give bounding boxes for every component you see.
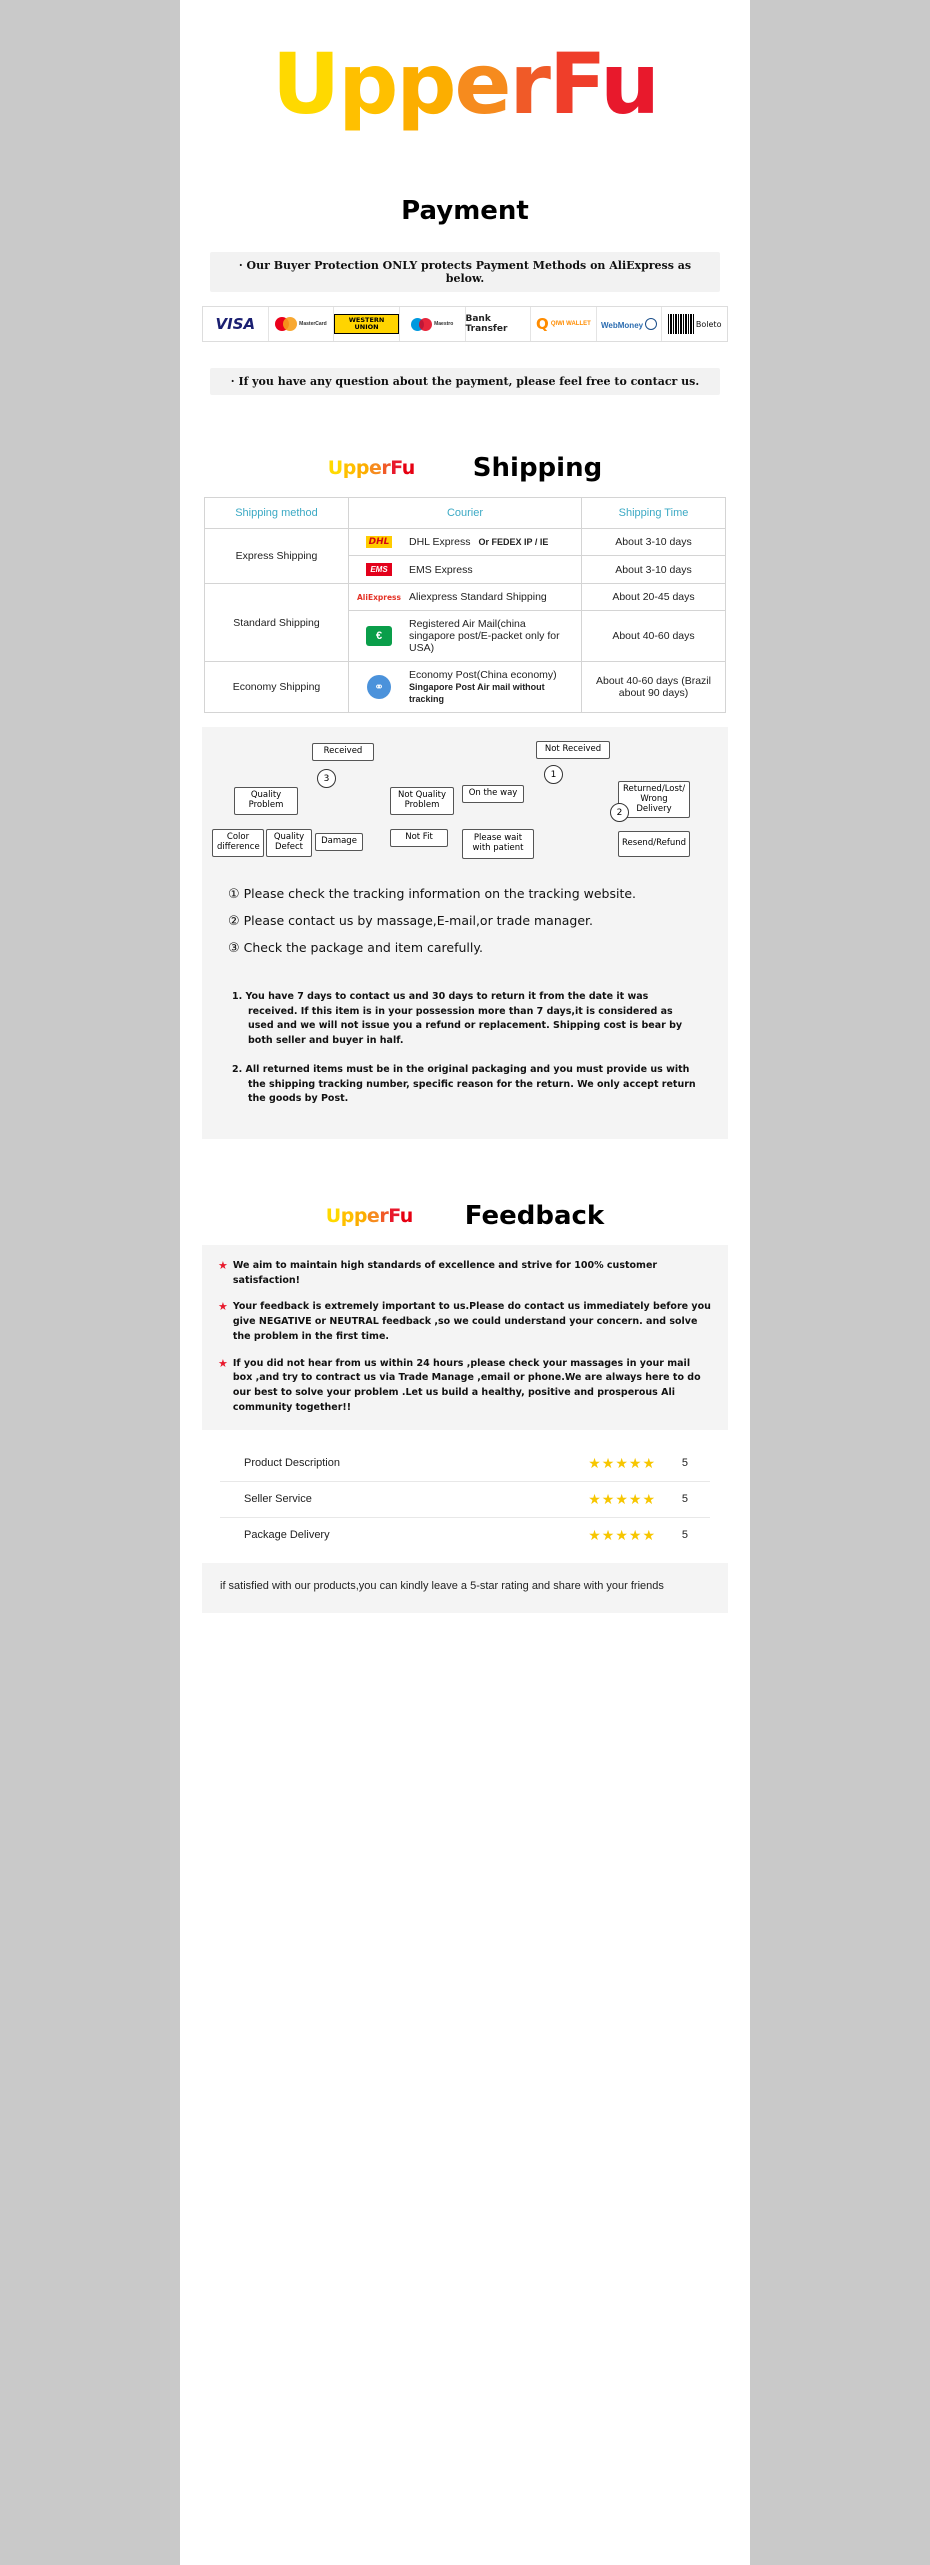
feedback-section-title: Feedback bbox=[464, 1201, 605, 1232]
un-globe-icon: ⚭ bbox=[357, 675, 401, 699]
logo-letter: U bbox=[272, 35, 339, 133]
step-3-num: ③ bbox=[228, 941, 240, 956]
table-row bbox=[205, 584, 726, 611]
cell-courier-aliexpress bbox=[349, 584, 582, 611]
col-shipping-method: Shipping method bbox=[205, 498, 349, 529]
boleto-label: Boleto bbox=[695, 319, 722, 329]
table-header-row bbox=[205, 498, 726, 529]
cell-method-economy: Economy Shipping bbox=[205, 662, 349, 713]
logo-small-feedback: UpperFu bbox=[325, 1205, 413, 1228]
ems-icon: EMS bbox=[357, 563, 401, 576]
node-damage: Damage bbox=[315, 833, 363, 851]
node-on-the-way: On the way bbox=[462, 785, 524, 803]
feedback-statement-2-text: Your feedback is extremely important to us.Please do contact us immediately before you give NEGATIVE or NEUTRAL feedback ,so we could understand your concern. and solve the problem in the first time. bbox=[232, 1301, 711, 1342]
returns-flow-block bbox=[202, 727, 728, 1139]
step-3-text: Check the package and item carefully. bbox=[243, 940, 483, 955]
feedback-statement-1 bbox=[218, 1259, 712, 1288]
logo-letter: p bbox=[396, 35, 455, 133]
payment-note-top: · Our Buyer Protection ONLY protects Payment Methods on AliExpress as below. bbox=[210, 252, 720, 292]
maestro-label: Maestro bbox=[434, 321, 454, 327]
term-1: 1. You have 7 days to contact us and 30 days to return it from the date it was received. If this item is in your possession more than 7 days,it is considered as used and we will not issue you a refund or replacement. Shipping cost is bear by both seller and buyer in half. bbox=[232, 991, 683, 1047]
step-3 bbox=[228, 935, 702, 962]
rating-score: 5 bbox=[681, 1493, 688, 1505]
singapore-post-icon: € bbox=[357, 626, 401, 646]
courier-name: Aliexpress Standard Shipping bbox=[409, 591, 547, 603]
table-row bbox=[205, 529, 726, 556]
brand-logo bbox=[180, 0, 750, 133]
feedback-statement-3-text: If you did not hear from us within 24 hours ,please check your massages in your mail box ,and try to contract us via Trade Manage ,email or phone.We are always here to do our best to solve your problem .Let us build a healthy, positive and prosperous Ali community together!! bbox=[232, 1357, 701, 1413]
cell-method-standard: Standard Shipping bbox=[205, 584, 349, 662]
courier-name: Economy Post(China economy) bbox=[409, 669, 557, 681]
western-union-icon bbox=[334, 307, 400, 341]
qiwi-wallet-icon: Q QIWI WALLET bbox=[531, 307, 597, 341]
rating-label: Product Description bbox=[244, 1457, 340, 1469]
rating-label: Seller Service bbox=[244, 1493, 312, 1505]
feedback-statements bbox=[202, 1245, 728, 1429]
webmoney-label: WebMoney bbox=[601, 321, 644, 330]
payment-section-title: Payment bbox=[401, 196, 529, 226]
courier-name: DHL Express bbox=[409, 536, 471, 548]
star-icon: ★ bbox=[218, 1259, 228, 1273]
cell-time-standard1: About 20-45 days bbox=[582, 584, 726, 611]
rating-stars-icon: ★★★★★ bbox=[588, 1454, 656, 1471]
node-not-received: Not Received bbox=[536, 741, 610, 759]
cell-courier-economy bbox=[349, 662, 582, 713]
cell-method-express: Express Shipping bbox=[205, 529, 349, 584]
flow-marker-two: 2 bbox=[610, 803, 629, 822]
feedback-statement-1-text: We aim to maintain high standards of excellence and strive for 100% customer satisfaction! bbox=[232, 1260, 658, 1286]
rating-stars-icon: ★★★★★ bbox=[588, 1526, 656, 1543]
cell-time-economy: About 40-60 days (Brazil about 90 days) bbox=[582, 662, 726, 713]
shipping-header bbox=[180, 453, 750, 483]
visa-icon bbox=[203, 307, 269, 341]
step-1-num: ① bbox=[228, 887, 240, 902]
rating-row bbox=[220, 1518, 710, 1553]
node-not-fit: Not Fit bbox=[390, 829, 448, 847]
shipping-section-title: Shipping bbox=[472, 453, 603, 483]
feedback-header bbox=[180, 1201, 750, 1231]
cell-courier-dhl bbox=[349, 529, 582, 556]
mastercard-icon bbox=[269, 307, 335, 341]
step-2-num: ② bbox=[228, 914, 240, 929]
boleto-icon bbox=[662, 307, 727, 341]
cell-time-standard2: About 40-60 days bbox=[582, 611, 726, 662]
payment-note-bottom: · If you have any question about the payment, please feel free to contacr us. bbox=[210, 368, 720, 395]
rating-score: 5 bbox=[681, 1529, 688, 1541]
rating-label: Package Delivery bbox=[244, 1529, 330, 1541]
dhl-icon: DHL bbox=[357, 536, 401, 548]
node-please-wait: Please wait with patient bbox=[462, 829, 534, 859]
node-not-quality-problem: Not Quality Problem bbox=[390, 787, 454, 815]
visa-label: VISA bbox=[215, 315, 256, 333]
star-icon: ★ bbox=[218, 1300, 228, 1314]
feedback-statement-2 bbox=[218, 1300, 712, 1344]
aliexpress-icon: AliExpress bbox=[357, 592, 401, 602]
step-2 bbox=[228, 908, 702, 935]
maestro-icon bbox=[400, 307, 466, 341]
node-received: Received bbox=[312, 743, 374, 761]
step-2-text: Please contact us by massage,E-mail,or trade manager. bbox=[243, 913, 593, 928]
flow-marker-three: 3 bbox=[317, 769, 336, 788]
rating-score: 5 bbox=[681, 1457, 688, 1469]
shipping-table bbox=[204, 497, 726, 713]
bank-transfer-icon bbox=[466, 307, 532, 341]
flow-diagram bbox=[214, 741, 716, 871]
logo-letter: p bbox=[338, 35, 397, 133]
cell-time-express1: About 3-10 days bbox=[582, 529, 726, 556]
courier-name: Registered Air Mail(china singapore post/E-packet only for USA) bbox=[409, 618, 560, 654]
courier-extra: Or FEDEX IP / IE bbox=[478, 537, 549, 547]
logo-letter: r bbox=[509, 35, 549, 133]
feedback-statement-3 bbox=[218, 1357, 712, 1416]
col-courier: Courier bbox=[349, 498, 582, 529]
returns-terms bbox=[214, 976, 716, 1123]
node-quality-defect: Quality Defect bbox=[266, 829, 312, 857]
qiwi-label: QIWI WALLET bbox=[550, 320, 591, 327]
step-1-text: Please check the tracking information on the tracking website. bbox=[243, 886, 637, 901]
star-icon: ★ bbox=[218, 1356, 228, 1370]
rating-row bbox=[220, 1482, 710, 1518]
western-union-label: WESTERN UNION bbox=[334, 314, 399, 335]
payment-methods-bar bbox=[202, 306, 728, 342]
cell-time-express2: About 3-10 days bbox=[582, 556, 726, 584]
node-returned-lost: Returned/Lost/ Wrong Delivery bbox=[618, 781, 690, 818]
logo-text bbox=[180, 35, 750, 133]
col-shipping-time: Shipping Time bbox=[582, 498, 726, 529]
node-color-difference: Color difference bbox=[212, 829, 264, 857]
page-root bbox=[180, 0, 750, 2565]
courier-extra: Singapore Post Air mail without tracking bbox=[409, 682, 545, 704]
cell-courier-registered bbox=[349, 611, 582, 662]
rating-row bbox=[220, 1446, 710, 1482]
logo-letter: F bbox=[548, 35, 601, 133]
logo-letter: e bbox=[454, 35, 510, 133]
ratings-list bbox=[220, 1446, 710, 1553]
rating-stars-icon: ★★★★★ bbox=[588, 1490, 656, 1507]
returns-steps bbox=[228, 881, 702, 962]
logo-small-shipping: UpperFu bbox=[327, 457, 415, 479]
node-quality-problem: Quality Problem bbox=[234, 787, 298, 815]
bottom-spacer bbox=[180, 1613, 750, 1703]
table-row bbox=[205, 662, 726, 713]
mastercard-label: MasterCard bbox=[299, 321, 327, 327]
flow-marker-one: 1 bbox=[544, 765, 563, 784]
closing-note: if satisfied with our products,you can kindly leave a 5-star rating and share with your friends bbox=[202, 1563, 728, 1613]
term-2: 2. All returned items must be in the original packaging and you must provide us with the shipping tracking number, specific reason for the return. We only accept return the goods by Post. bbox=[232, 1063, 696, 1105]
webmoney-icon bbox=[597, 307, 663, 341]
logo-letter: u bbox=[600, 35, 658, 133]
courier-name: EMS Express bbox=[409, 563, 473, 576]
cell-courier-ems bbox=[349, 556, 582, 584]
node-resend-refund: Resend/Refund bbox=[618, 831, 690, 857]
step-1 bbox=[228, 881, 702, 908]
bank-transfer-label: Bank Transfer bbox=[465, 314, 508, 334]
